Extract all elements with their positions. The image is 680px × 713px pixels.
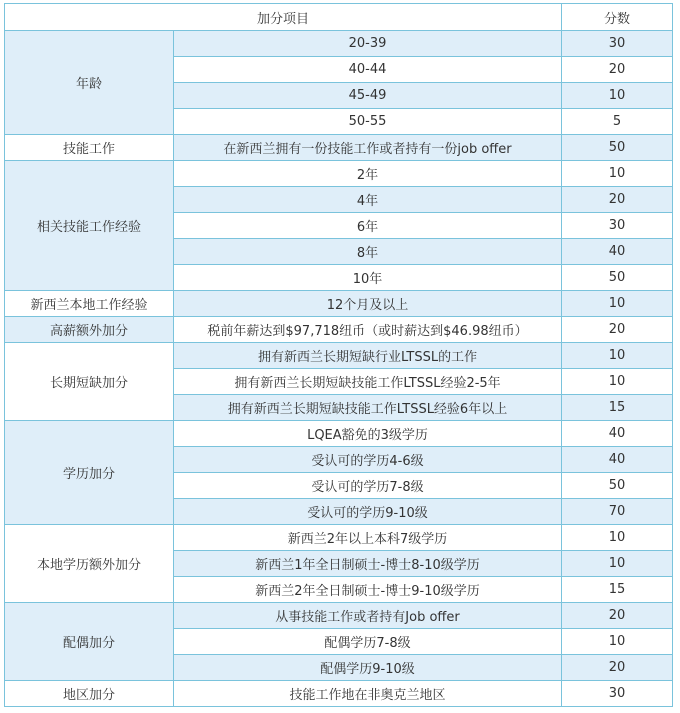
score-cell: 20 — [562, 655, 673, 681]
header-score: 分数 — [562, 4, 673, 31]
category-cell: 技能工作 — [5, 135, 174, 161]
table-row — [5, 681, 673, 707]
score-cell: 20 — [562, 317, 673, 343]
category-cell: 长期短缺加分 — [5, 343, 174, 421]
score-cell: 10 — [562, 551, 673, 577]
points-table — [4, 3, 673, 707]
score-cell: 10 — [562, 83, 673, 109]
score-cell: 15 — [562, 395, 673, 421]
score-cell: 10 — [562, 161, 673, 187]
category-cell: 高薪额外加分 — [5, 317, 174, 343]
category-cell: 年龄 — [5, 31, 174, 135]
score-cell: 15 — [562, 577, 673, 603]
item-cell: 8年 — [174, 239, 562, 265]
header-row — [5, 4, 673, 31]
score-cell: 10 — [562, 525, 673, 551]
category-cell: 配偶加分 — [5, 603, 174, 681]
score-cell: 10 — [562, 343, 673, 369]
item-cell: 受认可的学历7-8级 — [174, 473, 562, 499]
item-cell: 从事技能工作或者持有Job offer — [174, 603, 562, 629]
item-cell: 拥有新西兰长期短缺技能工作LTSSL经验2-5年 — [174, 369, 562, 395]
score-cell: 20 — [562, 187, 673, 213]
score-cell: 40 — [562, 239, 673, 265]
item-cell: 拥有新西兰长期短缺行业LTSSL的工作 — [174, 343, 562, 369]
score-cell: 10 — [562, 629, 673, 655]
category-cell: 本地学历额外加分 — [5, 525, 174, 603]
item-cell: 4年 — [174, 187, 562, 213]
item-cell: 配偶学历9-10级 — [174, 655, 562, 681]
item-cell: 50-55 — [174, 109, 562, 135]
item-cell: 在新西兰拥有一份技能工作或者持有一份job offer — [174, 135, 562, 161]
table-row — [5, 31, 673, 57]
item-cell: 新西兰2年以上本科7级学历 — [174, 525, 562, 551]
score-cell: 30 — [562, 31, 673, 57]
item-cell: 45-49 — [174, 83, 562, 109]
table-row — [5, 291, 673, 317]
item-cell: 新西兰2年全日制硕士-博士9-10级学历 — [174, 577, 562, 603]
category-cell: 学历加分 — [5, 421, 174, 525]
item-cell: 受认可的学历9-10级 — [174, 499, 562, 525]
item-cell: 配偶学历7-8级 — [174, 629, 562, 655]
item-cell: 受认可的学历4-6级 — [174, 447, 562, 473]
table-row — [5, 421, 673, 447]
table-row — [5, 135, 673, 161]
score-cell: 30 — [562, 681, 673, 707]
table-row — [5, 603, 673, 629]
table-row — [5, 317, 673, 343]
score-cell: 40 — [562, 421, 673, 447]
item-cell: 税前年薪达到$97,718纽币（或时薪达到$46.98纽币） — [174, 317, 562, 343]
score-cell: 20 — [562, 603, 673, 629]
item-cell: 6年 — [174, 213, 562, 239]
score-cell: 50 — [562, 473, 673, 499]
score-cell: 5 — [562, 109, 673, 135]
item-cell: 40-44 — [174, 57, 562, 83]
table-body — [5, 31, 673, 707]
score-cell: 10 — [562, 369, 673, 395]
score-cell: 50 — [562, 265, 673, 291]
item-cell: 2年 — [174, 161, 562, 187]
item-cell: LQEA豁免的3级学历 — [174, 421, 562, 447]
score-cell: 70 — [562, 499, 673, 525]
item-cell: 20-39 — [174, 31, 562, 57]
category-cell: 相关技能工作经验 — [5, 161, 174, 291]
header-item: 加分项目 — [5, 4, 562, 31]
item-cell: 10年 — [174, 265, 562, 291]
table-row — [5, 161, 673, 187]
table-row — [5, 525, 673, 551]
score-cell: 20 — [562, 57, 673, 83]
item-cell: 新西兰1年全日制硕士-博士8-10级学历 — [174, 551, 562, 577]
item-cell: 12个月及以上 — [174, 291, 562, 317]
item-cell: 拥有新西兰长期短缺技能工作LTSSL经验6年以上 — [174, 395, 562, 421]
score-cell: 50 — [562, 135, 673, 161]
score-cell: 30 — [562, 213, 673, 239]
score-cell: 40 — [562, 447, 673, 473]
category-cell: 新西兰本地工作经验 — [5, 291, 174, 317]
item-cell: 技能工作地在非奥克兰地区 — [174, 681, 562, 707]
table-row — [5, 343, 673, 369]
category-cell: 地区加分 — [5, 681, 174, 707]
score-cell: 10 — [562, 291, 673, 317]
